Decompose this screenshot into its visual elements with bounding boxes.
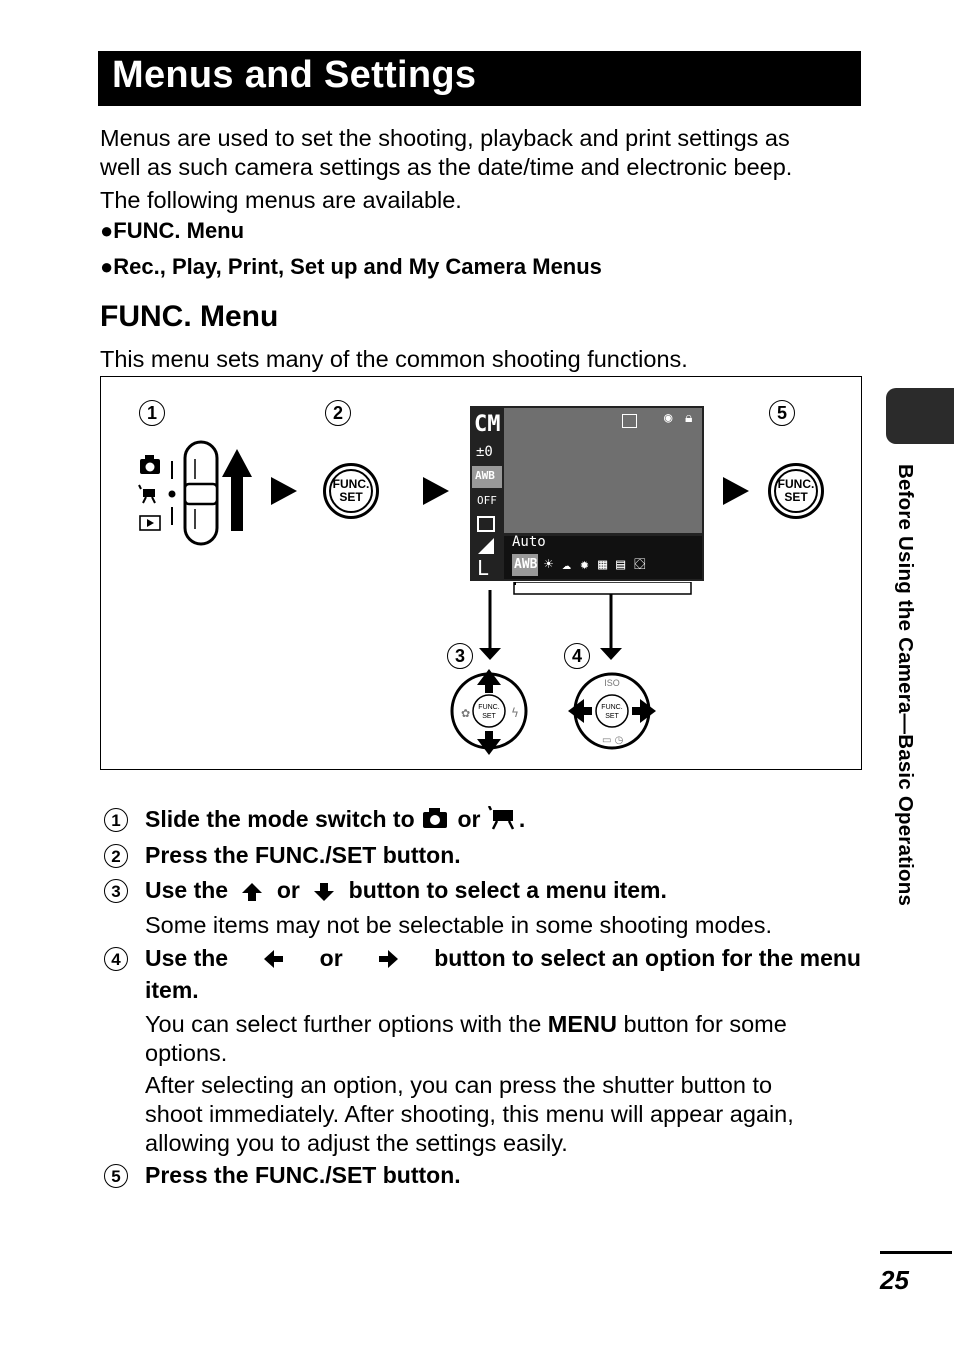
func-set-button: FUNC. SET [768,463,824,519]
left-arrow-icon [261,948,287,970]
step-4-note-2: After selecting an option, you can press the shutter button to shoot immediately. After shooting, this menu will appear again, allowing you to adjust the settings easily. [145,1072,794,1156]
bullet-dot-icon: ● [100,218,114,243]
intro-text [100,124,792,215]
lcd-flash-off: OFF [477,494,497,507]
section-description: This menu sets many of the common shooting functions. [100,346,688,372]
down-arrow-icon [306,879,342,903]
svg-text:SET: SET [482,713,496,720]
section-heading: FUNC. Menu [100,300,279,333]
intro-line-2: well as such camera settings as the date/time and electronic beep. [100,154,793,180]
movie-icon [487,806,519,830]
metering-icon [477,516,495,532]
control-dial-left-right-icon [566,667,658,757]
page-title: Menus and Settings [112,54,477,96]
control-dial-up-down-icon [447,667,531,757]
svg-text:ϟ: ϟ [511,706,519,720]
page-number-rule [880,1251,952,1254]
figure-step-number: 1 [139,400,165,426]
svg-text:FUNC.: FUNC. [478,704,500,711]
mode-switch-icon [137,439,257,549]
intro-line-1: Menus are used to set the shooting, playback and print settings as [100,125,790,151]
intro-line-3: The following menus are available. [100,187,462,213]
lcd-image-size: L [477,556,490,580]
arrow-right-icon [271,477,297,505]
connector-lines [479,582,719,662]
lcd-option-awb: AWB [514,557,538,572]
figure-step-number: 2 [325,400,351,426]
lcd-exposure: ±0 [476,444,493,460]
af-frame-icon [622,414,637,428]
lcd-screen [470,406,704,581]
up-arrow-icon [234,879,270,903]
lcd-white-balance: AWB [475,469,495,482]
step-4-note-1: You can select further options with the MENU button for some options. [145,1011,787,1066]
bullet-dot-icon: ● [100,254,114,279]
svg-text:FUNC.: FUNC. [601,704,623,711]
right-arrow-icon [375,948,401,970]
figure-step-number: 5 [769,400,795,426]
func-set-button: FUNC. SET [323,463,379,519]
step-3-note: Some items may not be selectable in some shooting modes. [145,912,772,938]
arrow-right-icon [423,477,449,505]
white-balance-options-icons: ☀☁✹▦▤⛋ [544,555,655,573]
lcd-mode: CM [474,412,501,437]
arrow-right-icon [723,477,749,505]
svg-text:✿: ✿ [461,707,471,720]
svg-text:▭ ◷: ▭ ◷ [602,735,624,746]
figure-step-number: 3 [447,643,473,669]
eye-icon: ◉ [664,410,673,426]
compression-icon [478,538,494,554]
figure-step-number: 4 [564,643,590,669]
svg-text:SET: SET [605,713,619,720]
lock-icon: 🔒︎ [685,410,693,426]
camera-icon [421,806,451,830]
page-number: 25 [880,1265,909,1295]
chapter-label: Before Using the Camera—Basic Operations [894,464,917,907]
lcd-option-label: Auto [512,534,546,550]
bullet-item: ●Rec., Play, Print, Set up and My Camera Menus [100,254,602,279]
chapter-tab [886,388,954,444]
svg-text:ISO: ISO [604,678,620,688]
page-title-bar [98,51,861,106]
bullet-item: ●FUNC. Menu [100,218,245,243]
